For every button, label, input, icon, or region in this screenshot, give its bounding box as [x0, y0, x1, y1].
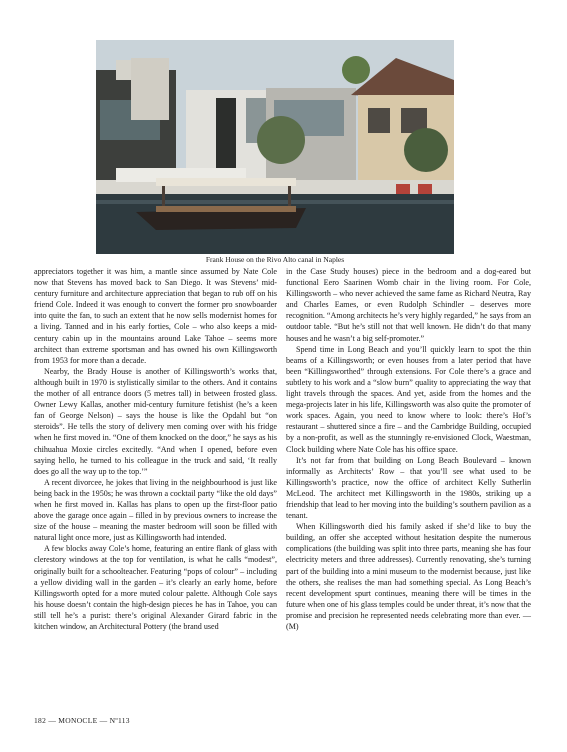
paragraph: appreciators together it was him, a mantle since assumed by Nate Cole now that Stevens has moved back to San Diego. It was Stevens’ mid-century furniture and architecture appreciation that began to rub off on his friend Cole. Indeed it was enough to convert the former pro snowboarder into quite the fan, to such an extent that he now sells modernist homes for a living. Tanned and in his early forties, Cole – who also keeps a mid-century cabin up in the mountains around Lake Tahoe – seems more architect than extreme sportsman and has owned his own Killingsworth from 1953 for more than a decade. [34, 267, 277, 365]
paragraph: Nearby, the Brady House is another of Killingsworth’s works that, although built in 1970 is stylistically similar to the others. And it contains the mother of all entrance doors (5 metres tall) in between frosted glass. Owner Lewy Kallas, another mid-century furniture fetishist (he’s a keen fan of George Nelson) – says the house is like the Opdahl but “on steroids”. He tells the story of delivery men coming over with his fridge when he first moved in. “One of them knocked on the door,” he says as his chihuahua Moxie circles excitedly. “And when I opened, before even saying hello, he turned to his colleague in the truck and said, ‘It really does go all the way up to the top.’” [34, 366, 277, 476]
page-folio: 182 — MONOCLE — Nº113 [34, 716, 130, 725]
paragraph: A few blocks away Cole’s home, featuring an entire flank of glass with clerestory windows at the top for ventilation, is what he calls “modest”, originally built for a schoolteacher. Featuring “pops of colour” – including a yellow dividing wall in the garden – it’s clearly an early home, before Killingsworth opted for a more muted colour palette. Although Cole says his house doesn’t contain the high-design pieces he has in Tahoe, you can still tell he’s a purist: there’s original Alexander Girard fabric in the kitchen window, an Architectural Pottery (the brand used [34, 544, 277, 631]
article-column-right [286, 266, 531, 632]
article-column-left [34, 266, 277, 632]
paragraph: When Killingsworth died his family asked if she’d like to buy the building, an offer she accepted without hesitation despite the numerous complications (the building was split into three parts, meaning she has four electricity meters and three addresses). Currently renovating, she’s turning part of the building into a mini museum to the modernist because, just like the others, she realises the man had something special. As Long Beach’s recent development spurt continues, meaning there will be times in the future when one of his glass temples could be under threat, it’s now that the promise and precision he represented needs celebrating more than ever. — (M) [286, 522, 531, 631]
canal-house-photo [96, 40, 454, 254]
paragraph: Spend time in Long Beach and you’ll quickly learn to spot the thin beams of a Killingsworth; or even houses from a later period that have been “Killingsworthed” through extensions. For Cole there’s a grace and subtlety to his work and a “slow burn” quality to appreciating the way that light travels through the spaces. And yet, aside from the homes and the mega-projects later in his life, Killingsworth was also quite the promoter of work spaces. Again, you need to know where to look: there’s Hof’s restaurant – shuttered since a fire – and the Cambridge Building, occupied by a non-profit, as well as the stunningly re-envisioned Clock, Waestman, Clock building where Nate Cole has his office space. [286, 344, 531, 454]
paragraph: A recent divorcee, he jokes that living in the neighbourhood is just like being back in the 1950s; he was thrown a cocktail party “like the old days” when he first moved in. Kallas has plans to open up the first-floor patio above the garage once again – filled in by previous owners to increase the size of the house – meaning the master bedroom will soon be filled with natural light once more, just as Killingsworth had intended. [34, 477, 277, 543]
paragraph: It’s not far from that building on Long Beach Boulevard – known informally as Architects’ Row – that you’ll see what used to be Killingsworth’s practice, now the office of architect Kelly Sutherlin McLeod. The architect met Killingsworth in the 1980s, striking up a friendship that lead to her moving into the building’s southern pavilion as a tenant. [286, 455, 531, 521]
photo-caption: Frank House on the Rivo Alto canal in Naples [205, 255, 345, 264]
article-photo [96, 40, 454, 254]
paragraph: in the Case Study houses) piece in the bedroom and a dog-eared but functional Eero Saarinen Womb chair in the living room. For Cole, Killingsworth – who never achieved the same fame as Richard Neutra, Ray and Charles Eames, or even Rudolph Schindler – deserves more recognition. “Among architects he’s very highly regarded,” he says from an outdoor table. “But he’s still not that well known. He didn’t do that many houses and he wasn’t a big self-promoter.” [286, 267, 531, 343]
